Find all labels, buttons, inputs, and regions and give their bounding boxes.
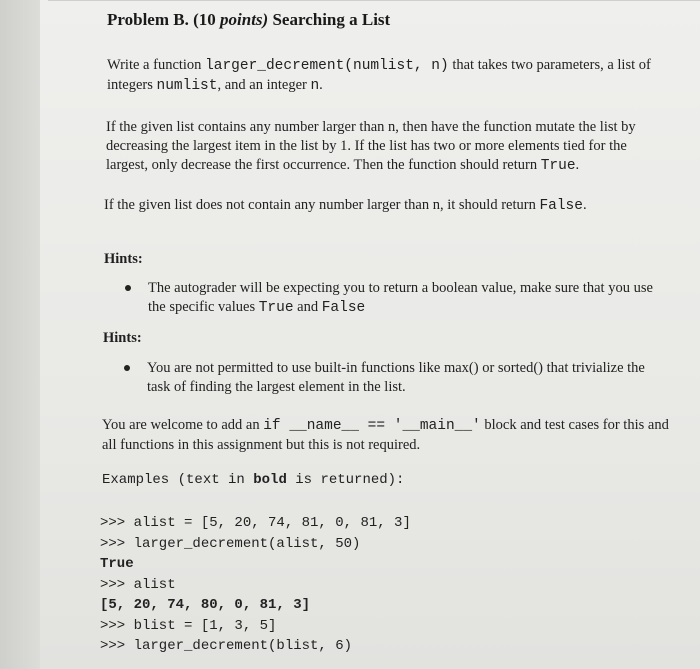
text-segment: , and an integer [217,77,311,93]
code-false: False [321,300,366,316]
text-segment: . [582,197,587,213]
description-paragraph [107,56,667,96]
code-return-value: [5, 20, 74, 80, 0, 81, 3] [100,597,311,613]
code-line: >>> alist [100,576,176,593]
code-line: >>> blist = [1, 3, 5] [100,617,277,634]
top-rule [48,0,700,1]
hint-item [147,359,667,397]
param-numlist: numlist [156,78,218,94]
code-return-value: True [100,556,134,572]
text-segment: that takes two parameters, a list of integers [107,57,651,93]
code-true: True [258,300,294,316]
text-segment: If the given list does not contain any number larger than n, it should return [104,197,540,213]
hints-heading: Hints: [104,251,143,267]
text-segment: You are not permitted to use built-in functions like max() or sorted() that trivialize the task of finding the largest element in the list. [147,360,645,395]
text-segment: and [293,299,322,315]
hints-heading: Hints: [103,330,142,346]
text-segment: The autograder will be expecting you to return a boolean value, make sure that you use the specific values [148,280,653,315]
bullet-icon [124,365,130,371]
text-segment: is returned): [286,472,405,488]
text-segment: bold [253,472,287,488]
main-guard-code: if __name__ == '__main__' [263,418,481,434]
hint-item [148,279,668,318]
behavior-paragraph [106,118,666,176]
points-label: points) [220,10,269,29]
bullet-icon [125,285,131,291]
code-line: >>> larger_decrement(alist, 50) [100,535,361,552]
text-segment: You are welcome to add an [102,417,264,433]
text-segment: . [319,77,323,93]
code-line: >>> larger_decrement(blist, 6) [100,638,353,654]
main-block-paragraph [102,416,672,455]
false-paragraph [104,196,664,216]
problem-label: Problem B. (10 [107,10,216,29]
code-line: >>> alist = [5, 20, 74, 81, 0, 81, 3] [100,515,411,531]
text-segment: If the given list contains any number larger than n, then have the function mutate the list by decreasing the largest item in the list by 1. If the list has two or more elements tied for the largest, only decrease the first occurrence. Then the function should return [106,119,636,173]
page-edge-shadow [0,0,40,669]
return-true: True [540,158,576,174]
function-signature: larger_decrement(numlist, n) [205,58,449,74]
text-segment: block and test cases for this and all functions in this assignment but this is not required. [102,417,669,453]
param-n: n [310,78,320,94]
text-segment: Write a function [107,57,206,73]
problem-title [107,10,390,30]
examples-heading [102,472,404,488]
return-false: False [539,198,583,214]
text-segment: . [575,157,580,173]
problem-name: Searching a List [272,10,391,29]
text-segment: Examples (text in [102,472,254,488]
code-example [100,513,411,657]
